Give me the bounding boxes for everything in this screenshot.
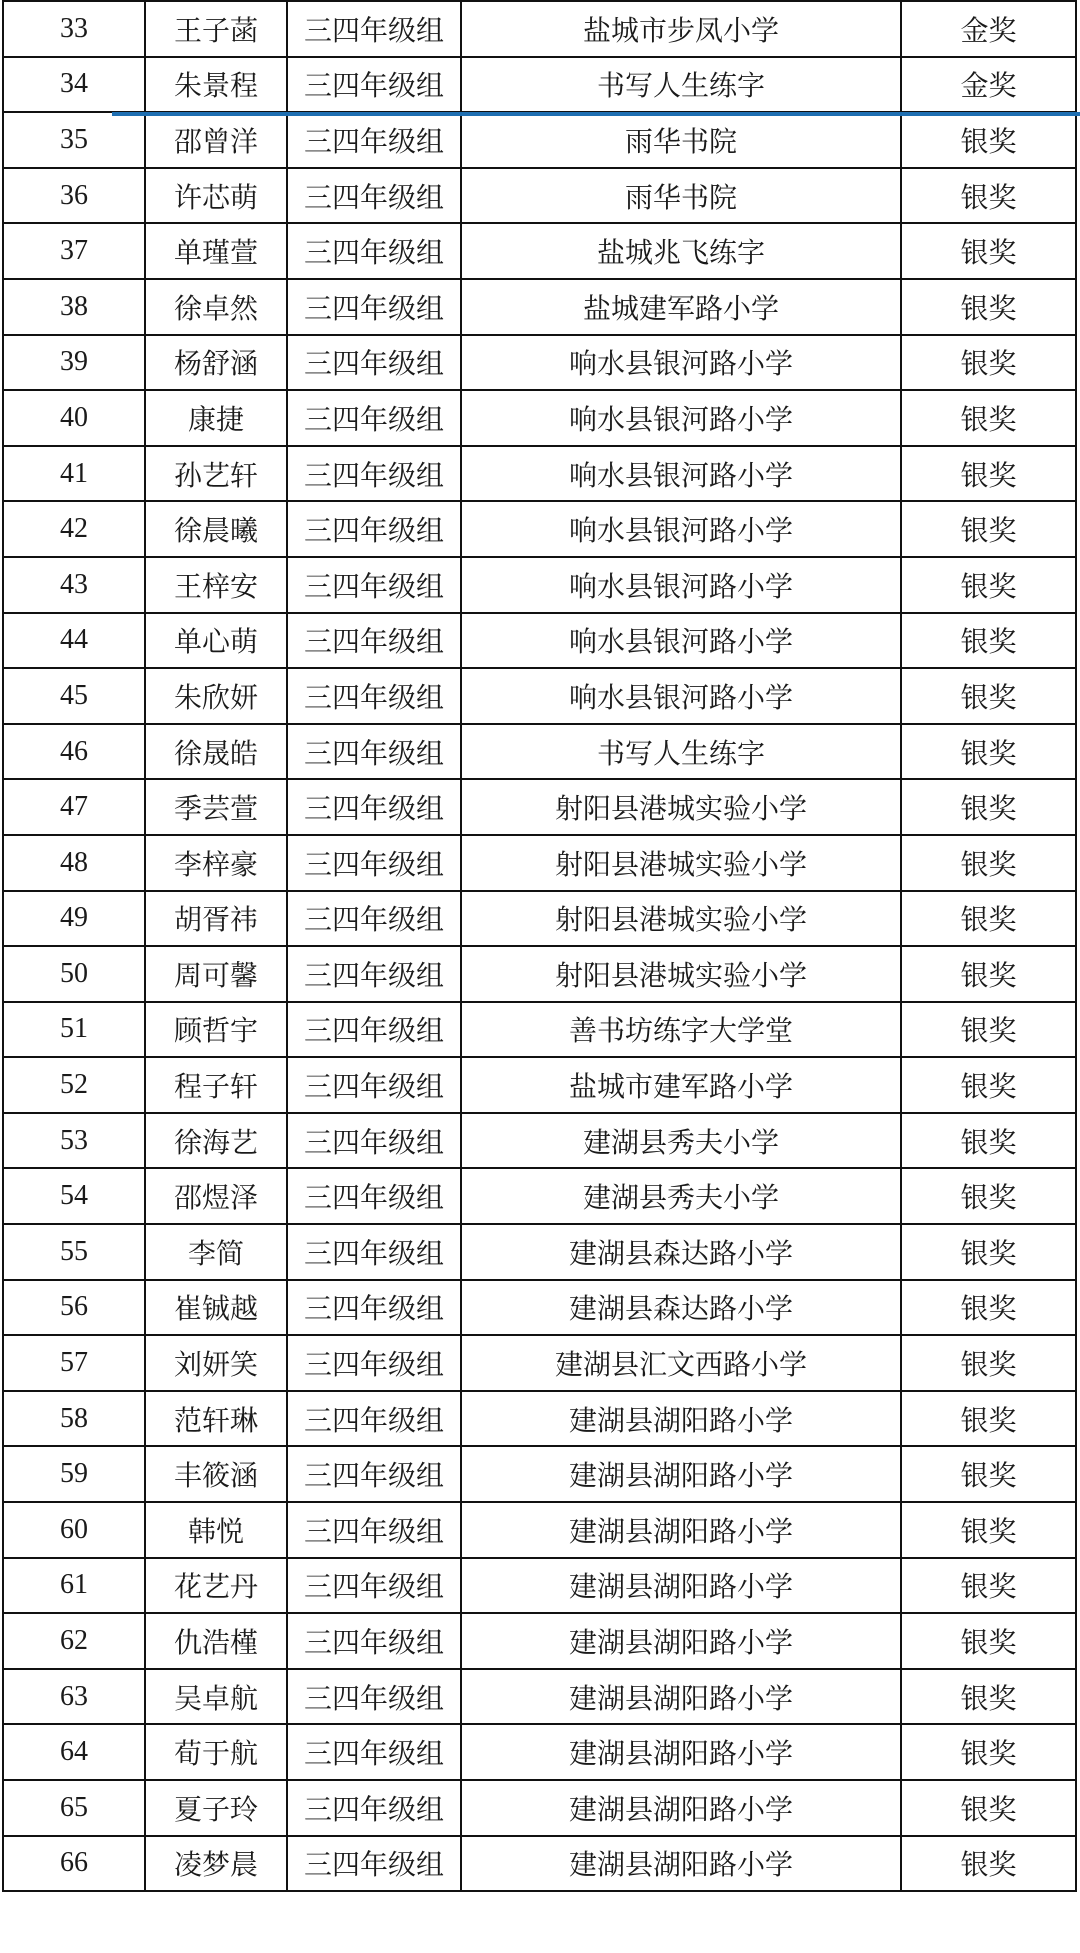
award-level-cell: 银奖 [901,668,1076,724]
student-name-cell: 周可馨 [145,946,287,1002]
table-row [3,501,1076,557]
age-group-cell: 三四年级组 [287,891,461,947]
award-level-cell: 银奖 [901,613,1076,669]
school-name-cell: 盐城兆飞练字 [461,223,901,279]
student-name-cell: 朱景程 [145,57,287,113]
school-name-cell: 建湖县湖阳路小学 [461,1724,901,1780]
row-number-cell: 59 [3,1446,145,1502]
award-level-cell: 银奖 [901,557,1076,613]
school-name-cell: 响水县银河路小学 [461,557,901,613]
row-number-cell: 56 [3,1280,145,1336]
table-row [3,1613,1076,1669]
school-name-cell: 响水县银河路小学 [461,501,901,557]
student-name-cell: 丰筱涵 [145,1446,287,1502]
age-group-cell: 三四年级组 [287,1558,461,1614]
award-level-cell: 银奖 [901,835,1076,891]
student-name-cell: 程子轩 [145,1057,287,1113]
student-name-cell: 季芸萱 [145,779,287,835]
award-level-cell: 银奖 [901,1724,1076,1780]
school-name-cell: 善书坊练字大学堂 [461,1002,901,1058]
age-group-cell: 三四年级组 [287,279,461,335]
school-name-cell: 射阳县港城实验小学 [461,946,901,1002]
student-name-cell: 仇浩槿 [145,1613,287,1669]
award-level-cell: 银奖 [901,1391,1076,1447]
row-number-cell: 44 [3,613,145,669]
award-results-table [2,0,1077,1892]
row-number-cell: 54 [3,1168,145,1224]
award-level-cell: 银奖 [901,1780,1076,1836]
award-level-cell: 银奖 [901,168,1076,224]
table-row [3,223,1076,279]
row-number-cell: 45 [3,668,145,724]
award-level-cell: 银奖 [901,779,1076,835]
table-row [3,1391,1076,1447]
table-row [3,891,1076,947]
row-number-cell: 33 [3,1,145,57]
award-level-cell: 银奖 [901,390,1076,446]
age-group-cell: 三四年级组 [287,1724,461,1780]
school-name-cell: 响水县银河路小学 [461,613,901,669]
table-row [3,1168,1076,1224]
row-number-cell: 49 [3,891,145,947]
row-number-cell: 43 [3,557,145,613]
student-name-cell: 朱欣妍 [145,668,287,724]
table-row [3,168,1076,224]
student-name-cell: 李简 [145,1224,287,1280]
row-number-cell: 65 [3,1780,145,1836]
age-group-cell: 三四年级组 [287,779,461,835]
table-row [3,1724,1076,1780]
row-number-cell: 42 [3,501,145,557]
table-row [3,57,1076,113]
school-name-cell: 射阳县港城实验小学 [461,835,901,891]
row-number-cell: 36 [3,168,145,224]
blue-divider-line [112,112,1080,116]
row-number-cell: 38 [3,279,145,335]
age-group-cell: 三四年级组 [287,557,461,613]
school-name-cell: 建湖县湖阳路小学 [461,1391,901,1447]
age-group-cell: 三四年级组 [287,57,461,113]
table-row [3,1780,1076,1836]
student-name-cell: 邵煜泽 [145,1168,287,1224]
award-level-cell: 银奖 [901,335,1076,391]
student-name-cell: 顾哲宇 [145,1002,287,1058]
award-level-cell: 银奖 [901,724,1076,780]
student-name-cell: 邵曾洋 [145,112,287,168]
award-level-cell: 银奖 [901,1558,1076,1614]
age-group-cell: 三四年级组 [287,1836,461,1892]
school-name-cell: 建湖县汇文西路小学 [461,1335,901,1391]
school-name-cell: 建湖县湖阳路小学 [461,1780,901,1836]
table-row [3,1836,1076,1892]
award-level-cell: 金奖 [901,1,1076,57]
school-name-cell: 建湖县湖阳路小学 [461,1836,901,1892]
school-name-cell: 盐城市建军路小学 [461,1057,901,1113]
award-level-cell: 银奖 [901,1836,1076,1892]
age-group-cell: 三四年级组 [287,1057,461,1113]
table-row [3,1335,1076,1391]
row-number-cell: 40 [3,390,145,446]
table-row [3,1558,1076,1614]
student-name-cell: 徐海艺 [145,1113,287,1169]
age-group-cell: 三四年级组 [287,390,461,446]
age-group-cell: 三四年级组 [287,1280,461,1336]
table-row [3,779,1076,835]
row-number-cell: 57 [3,1335,145,1391]
school-name-cell: 射阳县港城实验小学 [461,891,901,947]
student-name-cell: 李梓豪 [145,835,287,891]
school-name-cell: 雨华书院 [461,112,901,168]
age-group-cell: 三四年级组 [287,223,461,279]
award-level-cell: 银奖 [901,112,1076,168]
table-row [3,946,1076,1002]
school-name-cell: 建湖县湖阳路小学 [461,1446,901,1502]
row-number-cell: 62 [3,1613,145,1669]
age-group-cell: 三四年级组 [287,112,461,168]
award-level-cell: 银奖 [901,1446,1076,1502]
table-row [3,1002,1076,1058]
table-row [3,1224,1076,1280]
age-group-cell: 三四年级组 [287,446,461,502]
row-number-cell: 63 [3,1669,145,1725]
award-level-cell: 金奖 [901,57,1076,113]
row-number-cell: 47 [3,779,145,835]
age-group-cell: 三四年级组 [287,1224,461,1280]
school-name-cell: 建湖县湖阳路小学 [461,1558,901,1614]
table-row [3,835,1076,891]
school-name-cell: 响水县银河路小学 [461,390,901,446]
school-name-cell: 书写人生练字 [461,57,901,113]
row-number-cell: 51 [3,1002,145,1058]
table-row [3,279,1076,335]
student-name-cell: 许芯萌 [145,168,287,224]
award-level-cell: 银奖 [901,446,1076,502]
award-level-cell: 银奖 [901,1613,1076,1669]
award-level-cell: 银奖 [901,946,1076,1002]
award-level-cell: 银奖 [901,1057,1076,1113]
table-row [3,1669,1076,1725]
student-name-cell: 徐晨曦 [145,501,287,557]
age-group-cell: 三四年级组 [287,668,461,724]
student-name-cell: 夏子玲 [145,1780,287,1836]
student-name-cell: 徐晟皓 [145,724,287,780]
age-group-cell: 三四年级组 [287,1613,461,1669]
school-name-cell: 射阳县港城实验小学 [461,779,901,835]
school-name-cell: 建湖县森达路小学 [461,1280,901,1336]
table-row [3,557,1076,613]
student-name-cell: 刘妍笑 [145,1335,287,1391]
row-number-cell: 50 [3,946,145,1002]
table-row [3,1113,1076,1169]
table-row [3,1280,1076,1336]
school-name-cell: 响水县银河路小学 [461,446,901,502]
age-group-cell: 三四年级组 [287,168,461,224]
student-name-cell: 荀于航 [145,1724,287,1780]
student-name-cell: 王梓安 [145,557,287,613]
school-name-cell: 书写人生练字 [461,724,901,780]
row-number-cell: 34 [3,57,145,113]
student-name-cell: 胡胥祎 [145,891,287,947]
award-level-cell: 银奖 [901,279,1076,335]
table-row [3,1446,1076,1502]
table-row [3,668,1076,724]
school-name-cell: 盐城建军路小学 [461,279,901,335]
age-group-cell: 三四年级组 [287,835,461,891]
award-level-cell: 银奖 [901,1002,1076,1058]
age-group-cell: 三四年级组 [287,335,461,391]
award-level-cell: 银奖 [901,1168,1076,1224]
student-name-cell: 单心萌 [145,613,287,669]
award-level-cell: 银奖 [901,1280,1076,1336]
school-name-cell: 响水县银河路小学 [461,668,901,724]
school-name-cell: 雨华书院 [461,168,901,224]
row-number-cell: 60 [3,1502,145,1558]
school-name-cell: 建湖县秀夫小学 [461,1168,901,1224]
age-group-cell: 三四年级组 [287,501,461,557]
student-name-cell: 孙艺轩 [145,446,287,502]
age-group-cell: 三四年级组 [287,1335,461,1391]
row-number-cell: 61 [3,1558,145,1614]
student-name-cell: 王子菡 [145,1,287,57]
table-row [3,1,1076,57]
student-name-cell: 韩悦 [145,1502,287,1558]
row-number-cell: 39 [3,335,145,391]
student-name-cell: 单瑾萱 [145,223,287,279]
row-number-cell: 48 [3,835,145,891]
row-number-cell: 58 [3,1391,145,1447]
age-group-cell: 三四年级组 [287,1502,461,1558]
table-row [3,1057,1076,1113]
award-level-cell: 银奖 [901,1502,1076,1558]
school-name-cell: 盐城市步凤小学 [461,1,901,57]
school-name-cell: 建湖县森达路小学 [461,1224,901,1280]
table-row [3,112,1076,168]
student-name-cell: 范轩琳 [145,1391,287,1447]
student-name-cell: 凌梦晨 [145,1836,287,1892]
student-name-cell: 徐卓然 [145,279,287,335]
table-row [3,335,1076,391]
award-level-cell: 银奖 [901,1335,1076,1391]
row-number-cell: 41 [3,446,145,502]
school-name-cell: 建湖县湖阳路小学 [461,1613,901,1669]
row-number-cell: 35 [3,112,145,168]
age-group-cell: 三四年级组 [287,613,461,669]
age-group-cell: 三四年级组 [287,1391,461,1447]
award-level-cell: 银奖 [901,223,1076,279]
age-group-cell: 三四年级组 [287,946,461,1002]
award-level-cell: 银奖 [901,501,1076,557]
student-name-cell: 花艺丹 [145,1558,287,1614]
table-row [3,446,1076,502]
row-number-cell: 55 [3,1224,145,1280]
row-number-cell: 52 [3,1057,145,1113]
school-name-cell: 建湖县湖阳路小学 [461,1669,901,1725]
row-number-cell: 46 [3,724,145,780]
table-row [3,1502,1076,1558]
age-group-cell: 三四年级组 [287,1669,461,1725]
age-group-cell: 三四年级组 [287,1168,461,1224]
row-number-cell: 37 [3,223,145,279]
award-level-cell: 银奖 [901,1113,1076,1169]
age-group-cell: 三四年级组 [287,1780,461,1836]
age-group-cell: 三四年级组 [287,724,461,780]
award-level-cell: 银奖 [901,891,1076,947]
age-group-cell: 三四年级组 [287,1446,461,1502]
award-level-cell: 银奖 [901,1224,1076,1280]
student-name-cell: 康捷 [145,390,287,446]
school-name-cell: 建湖县秀夫小学 [461,1113,901,1169]
row-number-cell: 53 [3,1113,145,1169]
table-row [3,724,1076,780]
age-group-cell: 三四年级组 [287,1,461,57]
table-row [3,390,1076,446]
school-name-cell: 响水县银河路小学 [461,335,901,391]
table-row [3,613,1076,669]
row-number-cell: 64 [3,1724,145,1780]
table-body [3,1,1076,1891]
school-name-cell: 建湖县湖阳路小学 [461,1502,901,1558]
student-name-cell: 崔铖越 [145,1280,287,1336]
age-group-cell: 三四年级组 [287,1113,461,1169]
student-name-cell: 吴卓航 [145,1669,287,1725]
award-level-cell: 银奖 [901,1669,1076,1725]
age-group-cell: 三四年级组 [287,1002,461,1058]
student-name-cell: 杨舒涵 [145,335,287,391]
row-number-cell: 66 [3,1836,145,1892]
